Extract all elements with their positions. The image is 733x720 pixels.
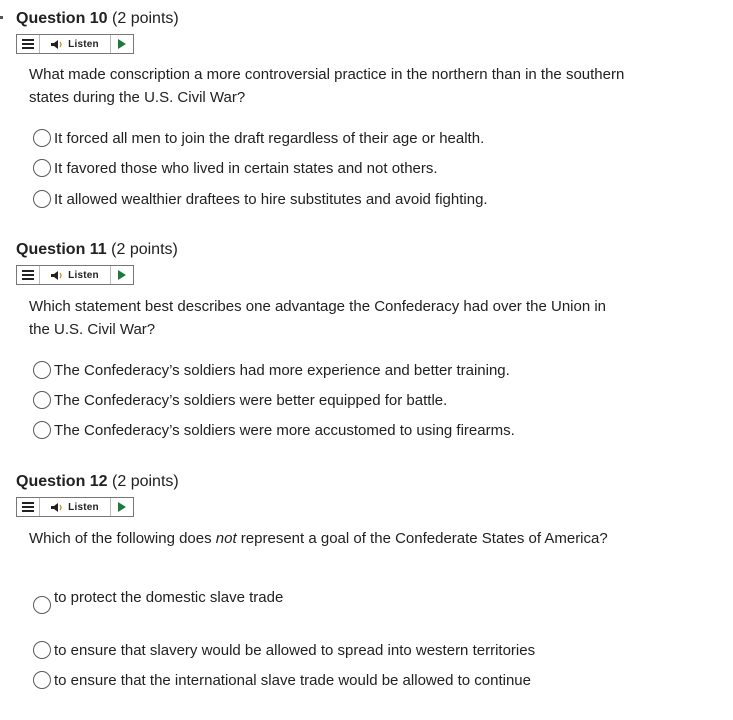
listen-menu-button[interactable] (17, 35, 40, 53)
answer-option[interactable]: It favored those who lived in certain states and not others. (33, 159, 438, 177)
play-icon (118, 39, 126, 49)
radio-button[interactable] (33, 421, 51, 439)
answer-option[interactable]: It allowed wealthier draftees to hire substitutes and avoid fighting. (33, 190, 488, 208)
answer-option[interactable]: It forced all men to join the draft regardless of their age or health. (33, 129, 484, 147)
listen-label: Listen (68, 38, 99, 50)
listen-menu-button[interactable] (17, 498, 40, 516)
menu-icon (22, 39, 34, 49)
radio-button[interactable] (33, 596, 51, 614)
play-icon (118, 502, 126, 512)
question-title: Question 12 (2 points) (16, 473, 179, 490)
speaker-icon (51, 39, 65, 50)
radio-button[interactable] (33, 129, 51, 147)
question-stem: What made conscription a more controversial practice in the northern than in the southern states during the U.S. Civil War? (29, 66, 625, 106)
speaker-icon (51, 270, 65, 281)
answer-option[interactable]: to ensure that the international slave trade would be allowed to continue (33, 671, 531, 689)
play-button[interactable] (111, 498, 133, 516)
answer-option[interactable]: The Confederacy’s soldiers had more experience and better training. (33, 361, 510, 379)
question-title: Question 10 (2 points) (16, 10, 179, 27)
listen-button[interactable] (40, 266, 111, 284)
answer-option[interactable]: The Confederacy’s soldiers were better equipped for battle. (33, 391, 447, 409)
radio-button[interactable] (33, 159, 51, 177)
menu-icon (22, 270, 34, 280)
radio-button[interactable] (33, 671, 51, 689)
edge-marker (0, 16, 3, 19)
listen-toolbar (16, 34, 134, 54)
listen-toolbar (16, 497, 134, 517)
answer-option[interactable]: to protect the domestic slave trade (33, 589, 283, 614)
menu-icon (22, 502, 34, 512)
play-button[interactable] (111, 35, 133, 53)
answer-option[interactable]: to ensure that slavery would be allowed to spread into western territories (33, 641, 535, 659)
listen-button[interactable] (40, 498, 111, 516)
radio-button[interactable] (33, 391, 51, 409)
question-title: Question 11 (2 points) (16, 241, 178, 258)
listen-label: Listen (68, 501, 99, 513)
question-stem: Which of the following does not represent a goal of the Confederate States of America? (29, 530, 608, 547)
listen-menu-button[interactable] (17, 266, 40, 284)
listen-toolbar (16, 265, 134, 285)
play-button[interactable] (111, 266, 133, 284)
radio-button[interactable] (33, 641, 51, 659)
listen-button[interactable] (40, 35, 111, 53)
play-icon (118, 270, 126, 280)
answer-option[interactable]: The Confederacy’s soldiers were more accustomed to using firearms. (33, 421, 515, 439)
radio-button[interactable] (33, 361, 51, 379)
speaker-icon (51, 502, 65, 513)
listen-label: Listen (68, 269, 99, 281)
radio-button[interactable] (33, 190, 51, 208)
question-stem: Which statement best describes one advantage the Confederacy had over the Union in the U.S. Civil War? (29, 298, 607, 338)
